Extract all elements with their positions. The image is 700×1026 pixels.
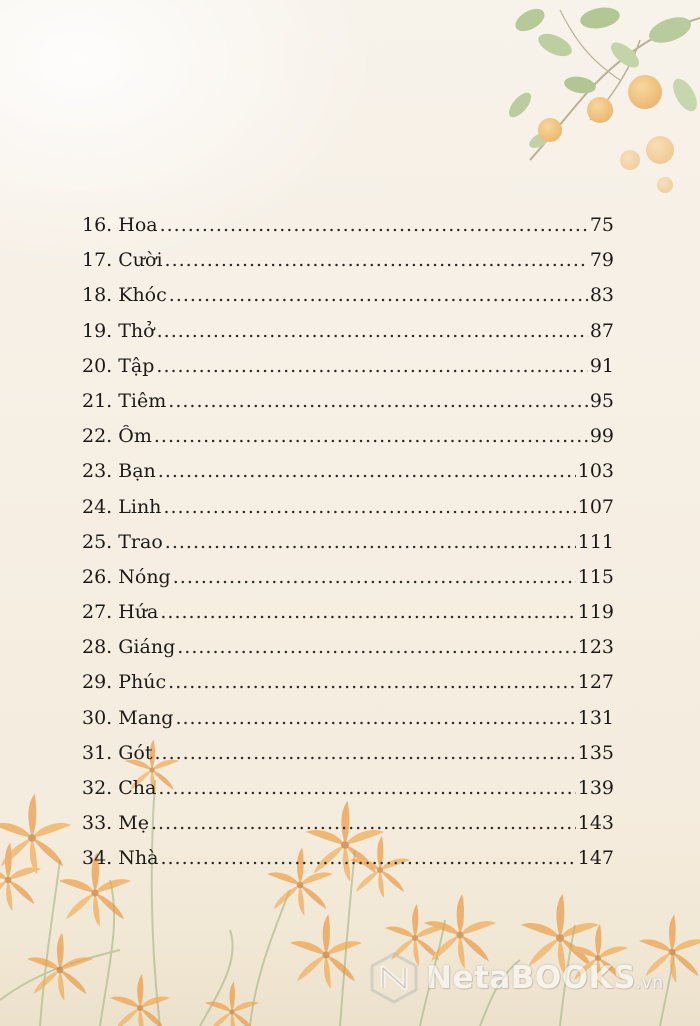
toc-dot-leader xyxy=(157,320,588,342)
toc-entry-page: 143 xyxy=(577,812,614,835)
toc-entry-page: 91 xyxy=(589,354,614,377)
toc-entry xyxy=(82,390,614,425)
toc-entry-page: 139 xyxy=(577,777,614,799)
toc-entry-title: 27. Hứa xyxy=(82,601,159,624)
toc-dot-leader xyxy=(156,355,587,377)
toc-entry-title: 28. Giáng xyxy=(82,636,176,659)
toc-dot-leader xyxy=(151,812,576,834)
toc-dot-leader xyxy=(160,847,575,869)
toc-entry xyxy=(82,531,614,566)
toc-entry-page: 135 xyxy=(577,741,614,764)
watermark-suffix: .vn xyxy=(635,973,664,993)
toc-entry-title: 32. Cha xyxy=(82,777,157,799)
toc-entry-title: 31. Gót xyxy=(82,741,153,764)
toc-dot-leader xyxy=(158,460,576,482)
toc-entry-title: 17. Cười xyxy=(82,249,163,272)
toc-dot-leader xyxy=(177,636,575,658)
toc-entry xyxy=(82,284,614,319)
toc-entry xyxy=(82,847,614,882)
toc-entry xyxy=(82,496,614,531)
toc-entry-title: 24. Linh xyxy=(82,495,162,518)
toc-entry-page: 131 xyxy=(577,706,614,729)
toc-entry xyxy=(82,636,614,671)
watermark-text xyxy=(426,960,664,996)
toc-entry-page: 111 xyxy=(577,530,614,553)
toc-entry-page: 79 xyxy=(589,249,614,272)
toc-dot-leader xyxy=(163,496,575,518)
toc-entry-page: 127 xyxy=(577,671,614,694)
toc-entry-title: 18. Khóc xyxy=(82,284,167,307)
toc-entry-page: 99 xyxy=(589,425,614,448)
toc-entry xyxy=(82,777,614,812)
toc-entry-page: 95 xyxy=(589,389,614,412)
toc-entry-page: 107 xyxy=(577,495,614,518)
watermark-name: NetaBOOKS xyxy=(426,960,636,996)
netabooks-watermark xyxy=(368,952,664,1004)
toc-entry xyxy=(82,425,614,460)
toc-dot-leader xyxy=(173,566,576,588)
toc-entry xyxy=(82,742,614,777)
toc-dot-leader xyxy=(160,214,588,236)
toc-entry xyxy=(82,812,614,847)
toc-entry xyxy=(82,707,614,742)
toc-entry-title: 34. Nhà xyxy=(82,847,159,870)
toc-entry-title: 22. Ôm xyxy=(82,425,152,448)
toc-entry-page: 147 xyxy=(577,847,614,870)
toc-dot-leader xyxy=(168,390,588,412)
toc-entry-title: 25. Trao xyxy=(82,530,163,553)
toc-entry-page: 119 xyxy=(577,601,614,624)
toc-entry-title: 33. Mẹ xyxy=(82,812,149,835)
toc-dot-leader xyxy=(158,777,575,799)
toc-entry-title: 20. Tập xyxy=(82,354,155,377)
toc-entry-page: 75 xyxy=(589,214,614,236)
toc-dot-leader xyxy=(169,284,588,306)
toc-entry-page: 83 xyxy=(589,284,614,307)
toc-dot-leader xyxy=(155,742,576,764)
toc-entry-page: 103 xyxy=(577,460,614,483)
toc-entry-title: 16. Hoa xyxy=(82,214,158,236)
toc-dot-leader xyxy=(160,601,575,623)
toc-entry-title: 21. Tiêm xyxy=(82,389,167,412)
toc-dot-leader xyxy=(154,425,588,447)
toc-entry xyxy=(82,249,614,284)
toc-dot-leader xyxy=(165,249,588,271)
book-logo-icon xyxy=(368,952,420,1004)
toc-entry xyxy=(82,355,614,390)
toc-entry xyxy=(82,601,614,636)
toc-entry-title: 23. Bạn xyxy=(82,460,156,483)
toc-entry-title: 30. Mang xyxy=(82,706,174,729)
toc-entry-page: 123 xyxy=(577,636,614,659)
toc-dot-leader xyxy=(168,671,576,693)
toc-entry-page: 115 xyxy=(577,565,614,588)
toc-entry-title: 26. Nóng xyxy=(82,565,171,588)
toc-entry xyxy=(82,214,614,249)
toc-entry-title: 19. Thở xyxy=(82,319,155,342)
table-of-contents xyxy=(82,214,614,883)
toc-dot-leader xyxy=(175,707,575,729)
toc-entry xyxy=(82,460,614,495)
toc-entry-title: 29. Phúc xyxy=(82,671,167,694)
toc-entry xyxy=(82,320,614,355)
toc-entry xyxy=(82,566,614,601)
toc-entry xyxy=(82,671,614,706)
toc-entry-page: 87 xyxy=(589,319,614,342)
toc-dot-leader xyxy=(165,531,576,553)
